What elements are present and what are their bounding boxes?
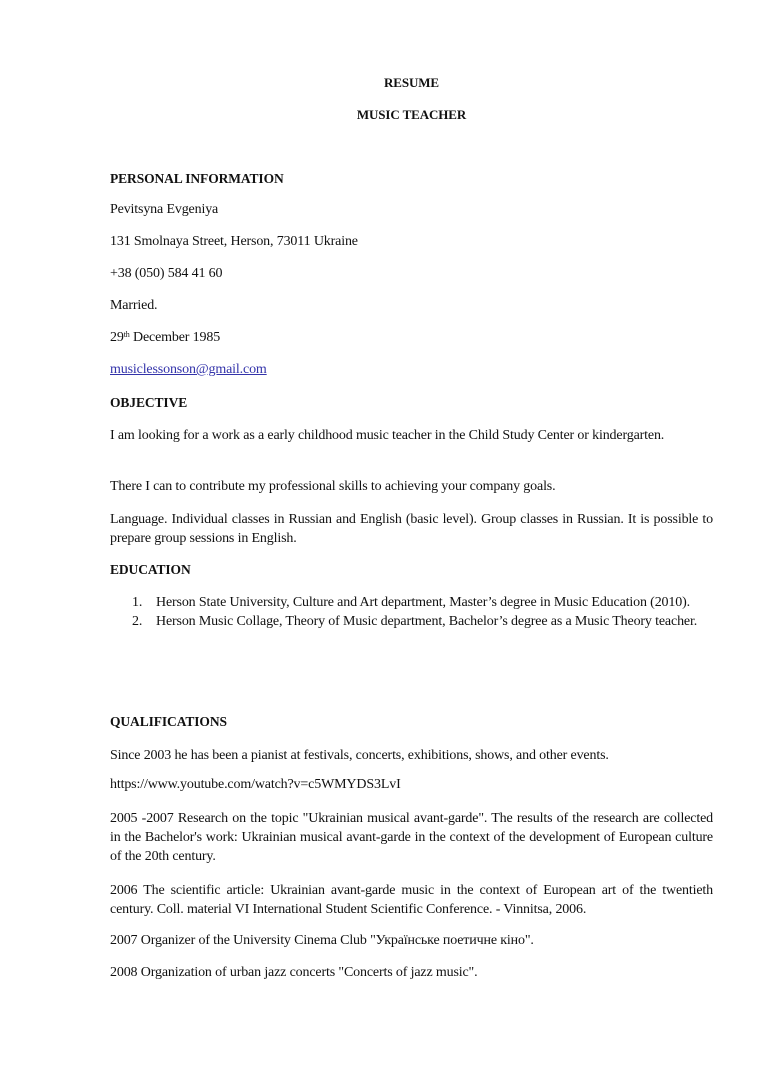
objective-paragraph: There I can to contribute my professional skills to achieving your company goals. — [110, 479, 556, 494]
qualifications-heading: QUALIFICATIONS — [110, 714, 227, 729]
qualification-paragraph: 2007 Organizer of the University Cinema Club "Українське поетичне кіно". — [110, 933, 534, 948]
phone-number: +38 (050) 584 41 60 — [110, 266, 223, 281]
birth-month-year: December 1985 — [129, 330, 221, 345]
marital-status: Married. — [110, 298, 158, 313]
education-item-text: Herson State University, Culture and Art department, Master’s degree in Music Education (2010). — [156, 595, 690, 610]
education-list — [110, 593, 713, 631]
birth-date — [110, 330, 220, 346]
objective-heading: OBJECTIVE — [110, 395, 188, 410]
address: 131 Smolnaya Street, Herson, 73011 Ukraine — [110, 234, 358, 249]
qualification-paragraph: 2005 -2007 Research on the topic "Ukrainian musical avant-garde". The results of the research are collected in the Bachelor's work: Ukrainian musical avant-garde in the context of the development of European culture of the 20th century. — [110, 811, 713, 864]
birth-day-suffix: th — [123, 330, 130, 339]
email-link[interactable]: musiclessonson@gmail.com — [110, 362, 267, 377]
education-item-number: 2. — [132, 614, 143, 629]
document-subtitle: MUSIC TEACHER — [356, 107, 467, 122]
education-item-number: 1. — [132, 595, 143, 610]
youtube-url: https://www.youtube.com/watch?v=c5WMYDS3LvI — [110, 777, 401, 792]
education-item — [110, 612, 713, 631]
birth-day: 29 — [110, 330, 124, 345]
objective-paragraph: I am looking for a work as a early childhood music teacher in the Child Study Center or kindergarten. — [110, 428, 665, 443]
email-line — [110, 362, 267, 378]
qualification-paragraph: 2008 Organization of urban jazz concerts "Concerts of jazz music". — [110, 965, 478, 980]
personal-info-heading: PERSONAL INFORMATION — [110, 171, 284, 186]
qualification-paragraph: 2006 The scientific article: Ukrainian avant-garde music in the context of European art of the twentieth century. Coll. material VI International Student Scientific Conference. - Vinnitsa, 2006. — [110, 883, 713, 917]
education-item — [110, 593, 713, 612]
education-heading: EDUCATION — [110, 562, 191, 577]
person-name: Pevitsyna Evgeniya — [110, 202, 219, 217]
document-title: RESUME — [383, 75, 440, 90]
objective-paragraph: Language. Individual classes in Russian and English (basic level). Group classes in Russian. It is possible to prepare group sessions in English. — [110, 512, 713, 546]
qualification-paragraph: Since 2003 he has been a pianist at festivals, concerts, exhibitions, shows, and other events. — [110, 748, 609, 763]
education-item-text: Herson Music Collage, Theory of Music department, Bachelor’s degree as a Music Theory teacher. — [156, 614, 698, 629]
